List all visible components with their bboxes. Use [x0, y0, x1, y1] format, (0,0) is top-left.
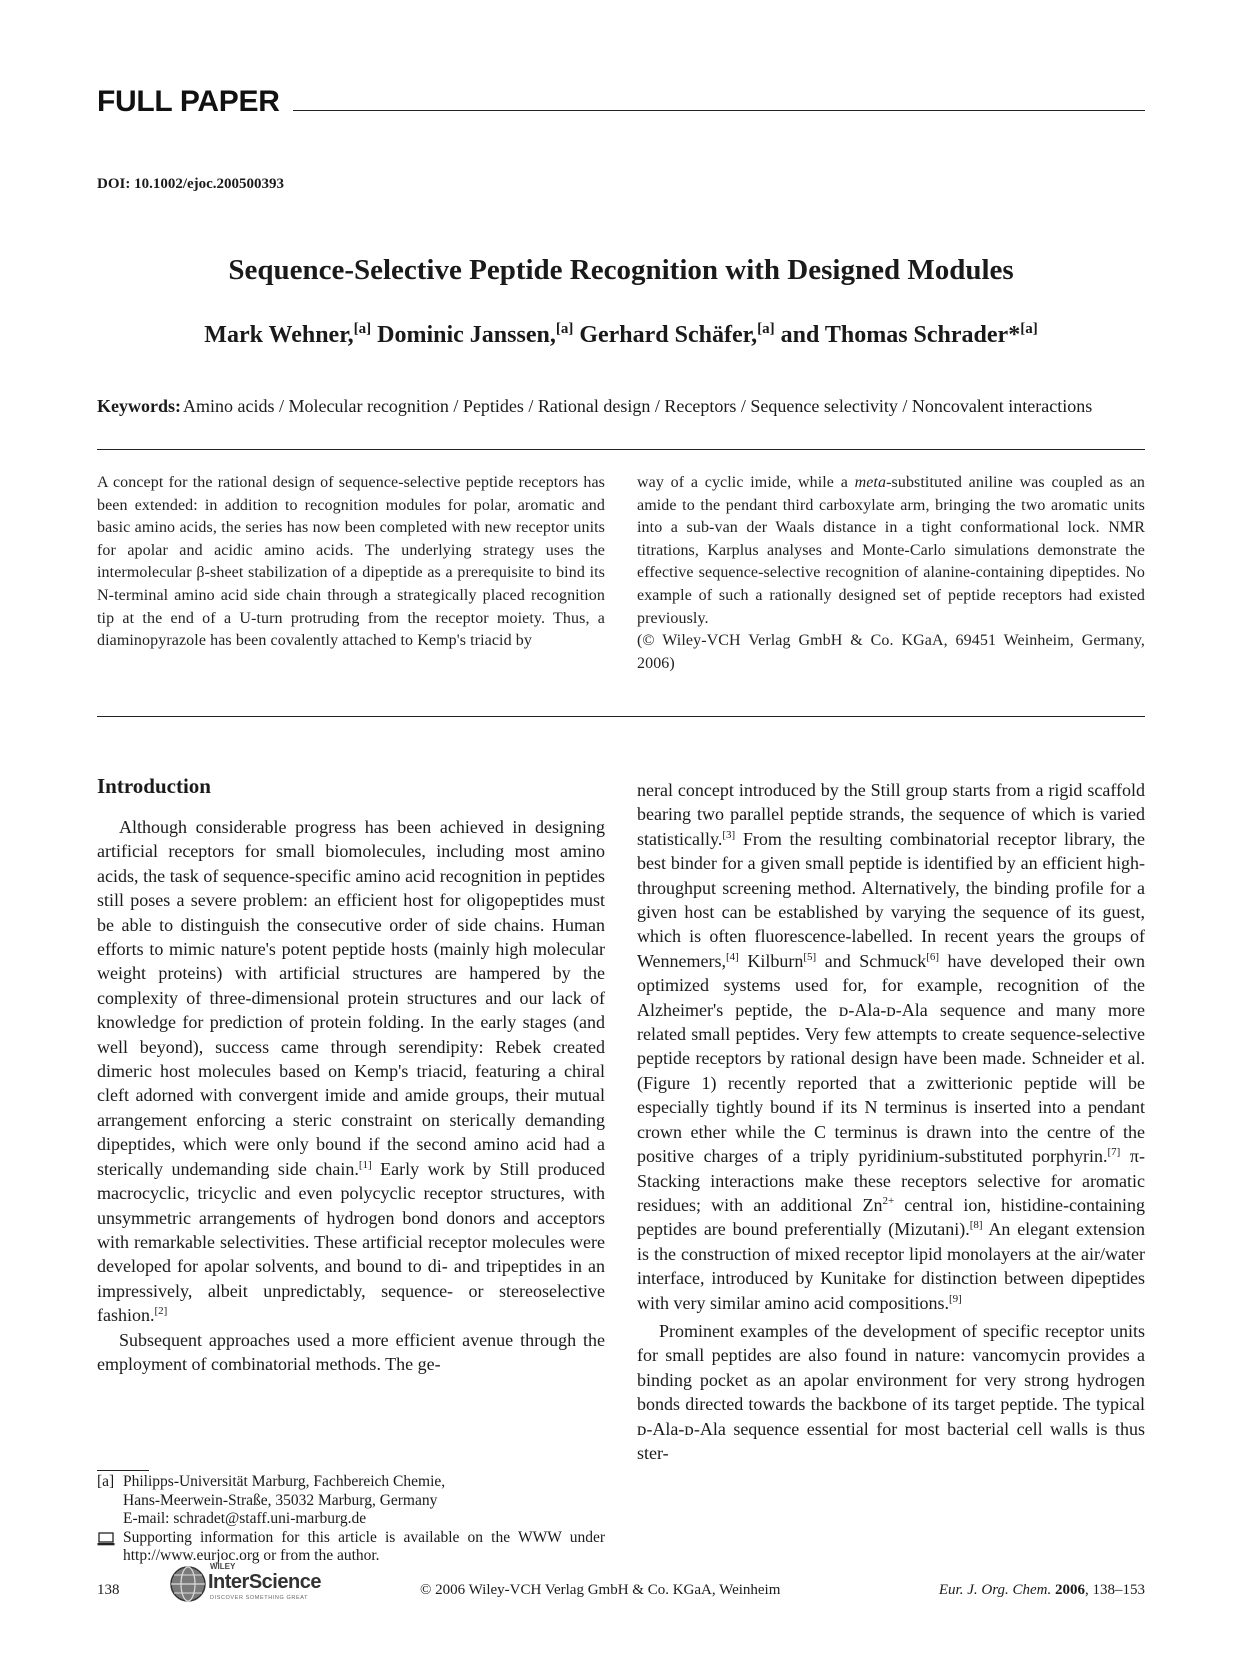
abstract-left	[97, 472, 605, 653]
interscience-logo: WILEY InterScience DISCOVER SOMETHING GREAT	[168, 1562, 336, 1604]
author-name: and Thomas Schrader*	[780, 322, 1021, 348]
doi[interactable]: DOI: 10.1002/ejoc.200500393	[97, 176, 285, 192]
paragraph: Although considerable progress has been achieved in designing artificial receptors for small biomolecules, including most amino acids, the task of sequence-specific amino acid recognition in peptides still poses a severe problem: an efficient host for oligopeptides must be able to distinguish the consecutive order of side chains. Human efforts to mimic nature's potent peptide hosts (mainly high molecular weight proteins) with artificial structures are hampered by the complexity of three-dimensional protein structures and our lack of knowledge for prediction of protein folding. In the early stages (and well beyond), success came through serendipity: Rebek created dimeric host molecules based on Kemp's triacid, featuring a chiral cleft adorned with convergent imide and amide groups, their mutual arrangement enforcing a steric constraint on sterically demanding dipeptides, which were only bound if the second amino acid had a sterically undemanding side chain.[1] Early work by Still produced macrocyclic, tricyclic and even polycyclic receptor structures, with unsymmetric arrangements of hydrogen bond donors and acceptors with remarkable selectivities. These artificial receptor molecules were developed for apolar solvents, and bound to di- and tripeptides in an impressively, albeit unpredictably, sequence- or stereoselective fashion.[2]	[97, 817, 605, 1326]
abstract-copyright: (© Wiley-VCH Verlag GmbH & Co. KGaA, 69451 Weinheim, Germany, 2006)	[637, 632, 1145, 672]
body-column-right	[637, 778, 1145, 1465]
citation[interactable]: [1]	[358, 1158, 372, 1171]
citation[interactable]: [5]	[803, 950, 817, 963]
citation[interactable]: [9]	[948, 1292, 962, 1305]
author-name: Dominic Janssen,	[377, 322, 556, 348]
journal-pages: , 138–153	[1085, 1582, 1145, 1598]
citation[interactable]: [7]	[1107, 1146, 1121, 1159]
section-heading: Introduction	[97, 774, 211, 798]
affiliation-footnote: [a] Philipps-Universität Marburg, Fachbereich Chemie, Hans-Meerwein-Straße, 35032 Marburg, Germany E-mail: schradet@staff.uni-marburg.de	[97, 1473, 605, 1529]
abstract-right	[637, 472, 1145, 675]
affiliation-mark: [a]	[1020, 321, 1038, 337]
citation[interactable]: [2]	[154, 1305, 168, 1318]
header-rule	[293, 110, 1145, 111]
paragraph: Subsequent approaches used a more efficient avenue through the employment of combinatorial methods. The ge-	[97, 1329, 605, 1374]
paragraph: neral concept introduced by the Still group starts from a rigid scaffold bearing two parallel peptide strands, the sequence of which is varied statistically.[3] From the resulting combinatorial receptor library, the best binder for a given small peptide is identified by an efficient high-throughput screening method. Alternatively, the binding profile for a given host can be established by varying the sequence of its guest, which is often fluorescence-labelled. In recent years the groups of Wennemers,[4] Kilburn[5] and Schmuck[6] have developed their own optimized systems used for, for example, recognition of the Alzheimer's peptide, the ᴅ-Ala-ᴅ-Ala sequence and many more related small peptides. Very few attempts to create sequence-selective peptide receptors by rational design have been made. Schneider et al. (Figure 1) recently reported that a zwitterionic peptide will be especially tightly bound if its N terminus is inserted into a pendant crown ether while the C terminus is drawn into the centre of the positive charges of a triply pyridinium-substituted porphyrin.[7] π-Stacking interactions make these receptors selective for aromatic residues; with an additional $Zn^{2+}$ central ion, histidine-containing peptides are bound preferentially (Mizutani).[8] An elegant extension is the construction of mixed receptor lipid monolayers at the air/water interface, introduced by Kunitake for distinction between dipeptides with very similar amino acid compositions.[9]	[637, 780, 1146, 1313]
author-list	[97, 322, 1145, 349]
keywords-label: Keywords:	[97, 396, 181, 416]
citation[interactable]: [4]	[726, 950, 739, 963]
keywords-text: Amino acids / Molecular recognition / Peptides / Rational design / Receptors / Sequence selectivity / Noncovalent interactions	[183, 396, 1093, 416]
abstract-rule	[97, 716, 1145, 717]
body-column-left	[97, 815, 605, 1376]
citation[interactable]: [3]	[722, 828, 736, 841]
journal-name: Eur. J. Org. Chem.	[938, 1582, 1052, 1598]
journal-citation	[939, 1582, 1145, 1599]
paragraph: Prominent examples of the development of specific receptor units for small peptides are also found in nature: vancomycin provides a binding pocket as an apolar environment for very strong hydrogen bonds directed towards the backbone of its target peptide. The typical ᴅ-Ala-ᴅ-Ala sequence essential for most bacterial cell walls is thus ster-	[637, 1320, 1145, 1463]
citation[interactable]: [8]	[969, 1219, 983, 1232]
affiliation-mark: [a]	[757, 321, 775, 337]
footnotes	[97, 1473, 605, 1566]
running-header	[97, 82, 1145, 122]
email-link[interactable]: E-mail: schradet@staff.uni-marburg.de	[123, 1510, 367, 1527]
section-label: FULL PAPER	[97, 85, 280, 118]
footnote-rule	[97, 1470, 149, 1471]
footer-copyright: © 2006 Wiley-VCH Verlag GmbH & Co. KGaA, Weinheim	[420, 1582, 781, 1598]
journal-year: 2006	[1055, 1582, 1085, 1598]
abstract-text: way of a cyclic imide, while a meta-substituted aniline was coupled as an amide to the pendant third carboxylate arm, bringing the two aromatic units into a sub-van der Waals distance in a tight conformational lock. NMR titrations, Karplus analyses and Monte-Carlo simulations demonstrate the effective sequence-selective recognition of alanine-containing dipeptides. No example of such a rationally designed set of peptide receptors had existed previously.	[637, 474, 1145, 627]
superscript-charge: 2+	[882, 1194, 895, 1207]
author-name: Mark Wehner,	[204, 322, 354, 348]
article-title: Sequence-Selective Peptide Recognition with Designed Modules	[228, 254, 1014, 286]
computer-icon	[97, 1532, 115, 1546]
citation[interactable]: [6]	[926, 950, 940, 963]
affiliation-mark: [a]	[555, 321, 574, 337]
supporting-info-note: Supporting information for this article is available on the WWW under http://www.eurjoc.org or from the author.	[97, 1529, 605, 1566]
keywords-rule	[97, 449, 1145, 450]
author-name: Gerhard Schäfer,	[579, 322, 758, 348]
globe-icon	[168, 1564, 208, 1604]
abstract-text: A concept for the rational design of sequence-selective peptide receptors has been extended: in addition to recognition modules for polar, aromatic and basic amino acids, the series has now been completed with new receptor units for apolar and acidic amino acids. The underlying strategy uses the intermolecular β-sheet stabilization of a dipeptide as a prerequisite to bind its N-terminal amino acid side chain through a strategically placed recognition tip at the end of a U-turn protruding from the receptor moiety. Thus, a diaminopyrazole has been covalently attached to Kemp's triacid by	[97, 474, 605, 650]
affiliation-mark: [a]	[353, 321, 372, 337]
page-number: 138	[97, 1582, 120, 1598]
footnote-mark: [a]	[97, 1473, 115, 1490]
